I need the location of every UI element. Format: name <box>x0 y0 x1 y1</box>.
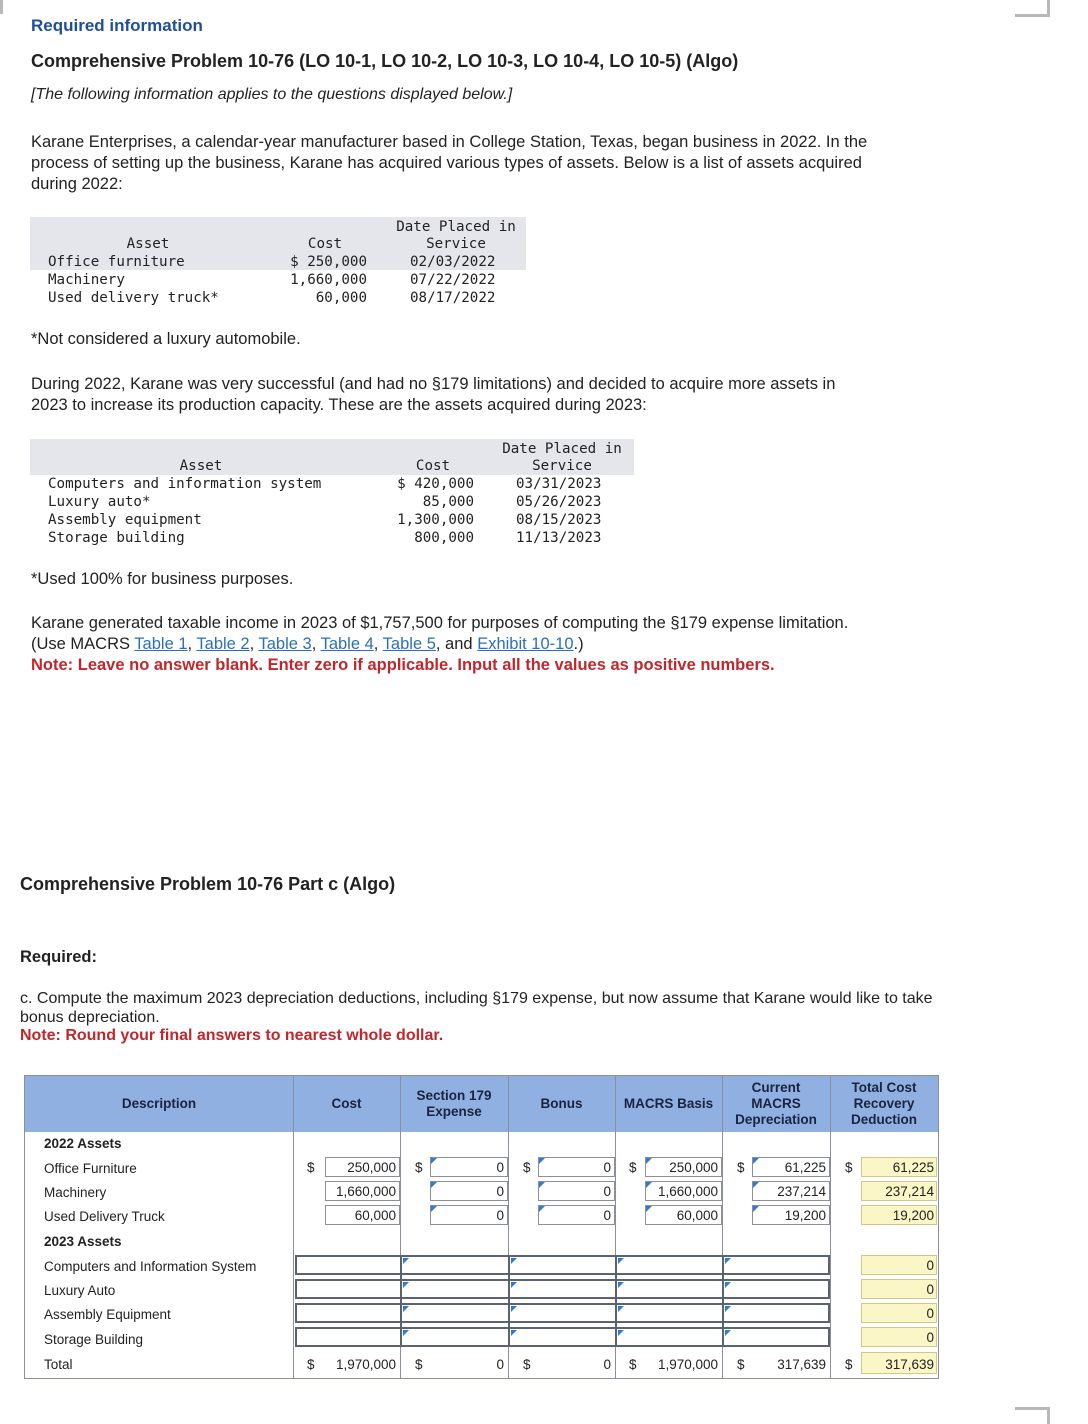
macrs-basis-value: 60,000 <box>676 1208 718 1223</box>
total-basis-value: 1,970,000 <box>657 1357 718 1372</box>
bonus-value: 0 <box>603 1208 611 1223</box>
currency-symbol: $ <box>737 1160 745 1175</box>
part-c-instructions <box>20 989 1020 1027</box>
cost-value: 1,660,000 <box>335 1184 396 1199</box>
table-cell: 1,300,000 <box>397 512 474 528</box>
total-cost-value: 1,970,000 <box>335 1357 396 1372</box>
input-flag <box>511 1306 517 1312</box>
para-line: Karane generated taxable income in 2023 of $1,757,500 for purposes of computing the §179 expense limitation. <box>31 614 849 632</box>
currency-symbol: $ <box>523 1357 531 1372</box>
table-row: Machinery 1,660,000 07/22/2022 <box>48 272 496 288</box>
answer-grid <box>24 1075 939 1379</box>
col-header-cost: Cost <box>307 236 343 252</box>
frame-corner <box>1015 0 1050 17</box>
sec179-value: 0 <box>496 1208 504 1223</box>
para-line: bonus depreciation. <box>20 1009 160 1026</box>
current-macrs-value: 237,214 <box>777 1184 826 1199</box>
col-header-bonus: Bonus <box>540 1096 583 1111</box>
macrs-basis-value: 1,660,000 <box>657 1184 718 1199</box>
para-line: c. Compute the maximum 2023 depreciation deductions, including §179 expense, but now assume that Karane would like to take <box>20 990 933 1007</box>
input-flag <box>403 1258 409 1264</box>
row-label-machinery: Machinery <box>44 1185 107 1200</box>
sec179-value: 0 <box>496 1160 504 1175</box>
macrs-basis-value: 250,000 <box>669 1160 718 1175</box>
row-label-computers: Computers and Information System <box>44 1259 257 1274</box>
total-bonus-value: 0 <box>603 1357 611 1372</box>
link-exhibit-10-10[interactable]: Exhibit 10-10 <box>477 635 574 653</box>
total-deduction-value: 0 <box>926 1330 934 1345</box>
currency-symbol: $ <box>415 1160 423 1175</box>
table-cell: 08/15/2023 <box>516 512 602 528</box>
para-line: During 2022, Karane was very successful (and had no §179 limitations) and decided to acquire more assets in <box>31 375 836 393</box>
col-header-description: Description <box>121 1096 197 1111</box>
currency-symbol: $ <box>307 1357 315 1372</box>
total-deduction-value: 0 <box>926 1258 934 1273</box>
macrs-table-links: (Use MACRS Table 1, Table 2, Table 3, Table 4, Table 5, and Exhibit 10-10.) <box>31 635 584 653</box>
bonus-value: 0 <box>603 1184 611 1199</box>
link-table-4[interactable]: Table 4 <box>320 635 374 653</box>
col-header-cost: Cost <box>415 458 451 474</box>
current-macrs-value: 61,225 <box>784 1160 826 1175</box>
assets-2022-table <box>30 217 526 305</box>
currency-symbol: $ <box>629 1160 637 1175</box>
intro-line: Karane Enterprises, a calendar-year manufacturer based in College Station, Texas, began business in 2022. In the <box>31 133 868 151</box>
input-flag <box>511 1282 517 1288</box>
col-header-asset: Asset <box>126 236 170 252</box>
input-flag <box>403 1306 409 1312</box>
col-header-date: Date Placed in <box>396 219 516 235</box>
col-header-date: Service <box>426 236 486 252</box>
bonus-value: 0 <box>603 1160 611 1175</box>
currency-symbol: $ <box>845 1160 853 1175</box>
table-cell: 11/13/2023 <box>516 530 602 546</box>
table-row: Office furniture $ 250,000 02/03/2022 <box>48 254 496 270</box>
intro-paragraph <box>31 132 867 195</box>
table-cell: Luxury auto* <box>48 494 151 510</box>
frame-corner <box>0 0 3 14</box>
luxury-auto-row-inputs[interactable] <box>295 1279 830 1299</box>
col-header-total-cost-recovery: Total Cost Recovery Deduction <box>851 1080 917 1127</box>
intro-line: process of setting up the business, Karane has acquired various types of assets. Below is a list of assets acquired <box>31 154 862 172</box>
col-header-macrs-basis: MACRS Basis <box>623 1096 714 1111</box>
assembly-equipment-row-inputs[interactable] <box>295 1303 830 1323</box>
para-line: 2023 to increase its production capacity. These are the assets acquired during 2023: <box>31 396 647 414</box>
currency-symbol: $ <box>307 1160 315 1175</box>
section-2022-assets: 2022 Assets <box>44 1136 122 1151</box>
input-flag <box>403 1282 409 1288</box>
input-flag <box>725 1258 731 1264</box>
currency-symbol: $ <box>845 1357 853 1372</box>
col-header-cost: Cost <box>331 1096 362 1111</box>
input-flag <box>725 1306 731 1312</box>
problem-title: Comprehensive Problem 10-76 (LO 10-1, LO 10-2, LO 10-3, LO 10-4, LO 10-5) (Algo) <box>31 51 739 71</box>
row-label-luxury-auto: Luxury Auto <box>44 1283 116 1298</box>
input-flag <box>618 1282 624 1288</box>
required-label: Required: <box>20 948 98 966</box>
col-header-date: Date Placed in <box>502 441 622 457</box>
sec179-value: 0 <box>496 1184 504 1199</box>
assets-2023-table <box>30 439 634 547</box>
currency-symbol: $ <box>415 1357 423 1372</box>
row-label-storage-building: Storage Building <box>44 1332 144 1347</box>
applies-note: [The following information applies to the questions displayed below.] <box>31 86 513 103</box>
currency-symbol: $ <box>629 1357 637 1372</box>
total-deduction-value: 61,225 <box>892 1160 934 1175</box>
table-cell: 03/31/2023 <box>516 476 602 492</box>
row-label-used-delivery-truck: Used Delivery Truck <box>44 1209 165 1224</box>
cost-value: 60,000 <box>354 1208 396 1223</box>
frame-corner <box>1015 1407 1050 1424</box>
footnote-2023: *Used 100% for business purposes. <box>31 570 294 588</box>
input-flag <box>725 1330 731 1336</box>
input-flag <box>511 1258 517 1264</box>
input-flag <box>618 1330 624 1336</box>
footnote-2022: *Not considered a luxury automobile. <box>31 330 301 348</box>
table-cell: 85,000 <box>422 494 474 510</box>
part-title: Comprehensive Problem 10-76 Part c (Algo) <box>20 874 396 894</box>
table-cell: 800,000 <box>414 530 474 546</box>
total-deduction-value: 19,200 <box>892 1208 934 1223</box>
required-info-heading: Required information <box>31 16 203 35</box>
input-flag <box>725 1282 731 1288</box>
current-macrs-value: 19,200 <box>784 1208 826 1223</box>
total-deduction-value: 0 <box>926 1306 934 1321</box>
link-table-1[interactable]: Table 1 <box>134 635 188 653</box>
leave-no-blank-note: Note: Leave no answer blank. Enter zero if applicable. Input all the values as positive numbers. <box>31 656 775 674</box>
row-label-total: Total <box>44 1357 73 1372</box>
table-cell: $ 420,000 <box>397 476 474 492</box>
input-flag <box>618 1258 624 1264</box>
input-flag <box>618 1306 624 1312</box>
cost-value: 250,000 <box>347 1160 396 1175</box>
table-cell: Assembly equipment <box>48 512 202 528</box>
table-cell: Storage building <box>48 530 185 546</box>
input-flag <box>403 1330 409 1336</box>
input-flag <box>511 1330 517 1336</box>
table-row: Used delivery truck* 60,000 08/17/2022 <box>48 290 496 306</box>
paragraph-taxable-income <box>31 613 848 676</box>
link-table-3[interactable]: Table 3 <box>258 635 312 653</box>
intro-line: during 2022: <box>31 175 123 193</box>
currency-symbol: $ <box>737 1357 745 1372</box>
col-header-asset: Asset <box>179 458 223 474</box>
paragraph-2023 <box>31 374 835 416</box>
computers-row-inputs[interactable] <box>295 1255 830 1275</box>
total-current-value: 317,639 <box>777 1357 826 1372</box>
link-table-2[interactable]: Table 2 <box>196 635 250 653</box>
row-label-office-furniture: Office Furniture <box>44 1161 137 1176</box>
currency-symbol: $ <box>523 1160 531 1175</box>
grand-total-deduction-value: 317,639 <box>885 1357 934 1372</box>
link-table-5[interactable]: Table 5 <box>382 635 436 653</box>
section-2023-assets: 2023 Assets <box>44 1234 122 1249</box>
row-label-assembly-equipment: Assembly Equipment <box>44 1307 171 1322</box>
total-deduction-value: 237,214 <box>885 1184 934 1199</box>
total-sec179-value: 0 <box>496 1357 504 1372</box>
total-deduction-value: 0 <box>926 1282 934 1297</box>
table-cell: 05/26/2023 <box>516 494 602 510</box>
storage-building-row-inputs[interactable] <box>295 1327 830 1347</box>
table-cell: Computers and information system <box>48 476 322 492</box>
col-header-current-macrs: Current MACRS Depreciation <box>735 1080 817 1127</box>
col-header-date: Service <box>532 458 592 474</box>
rounding-note: Note: Round your final answers to nearest whole dollar. <box>20 1027 444 1044</box>
col-header-sec179: Section 179 Expense <box>416 1088 492 1119</box>
